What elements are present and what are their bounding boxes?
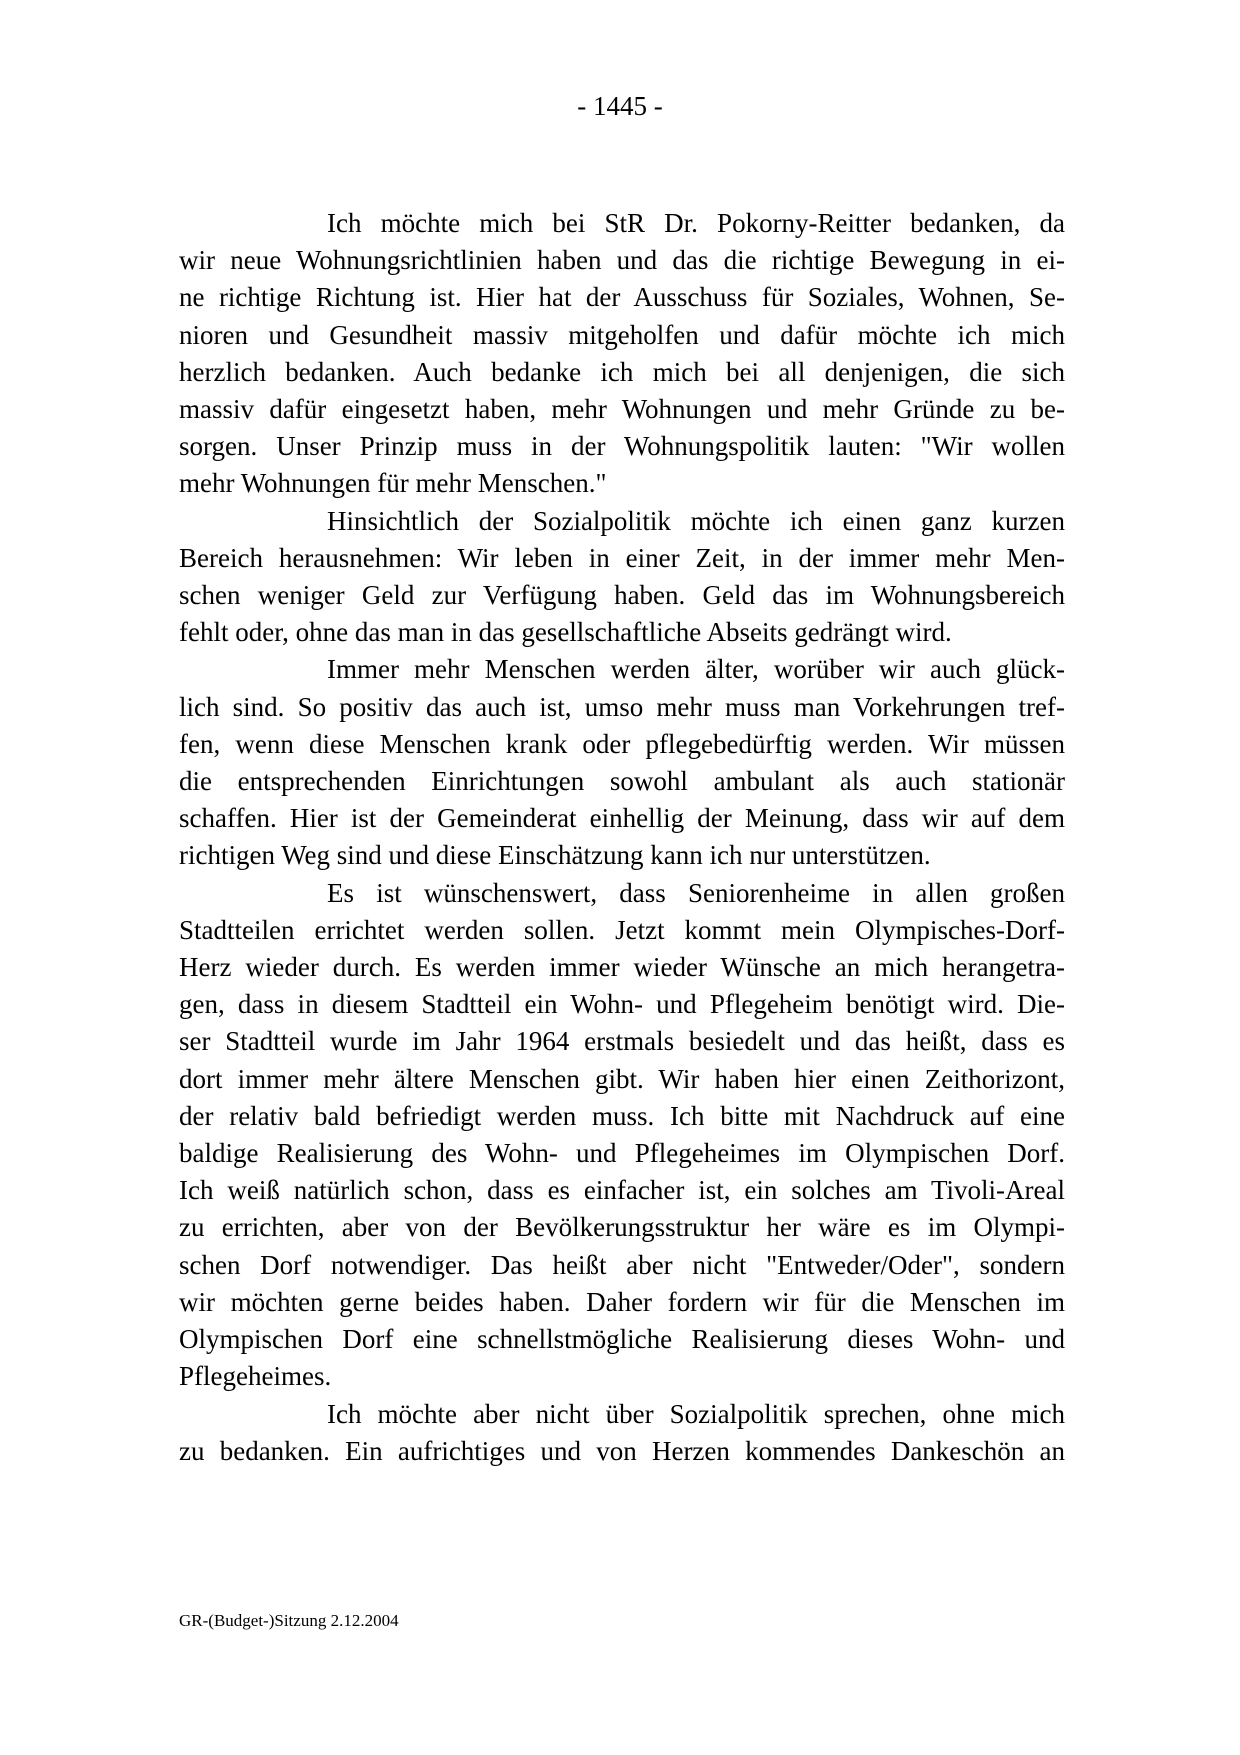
paragraph xyxy=(179,205,1065,503)
text-line: Ich möchte mich bei StR Dr. Pokorny-Reitter bedanken, da xyxy=(327,208,1065,238)
text-line: Immer mehr Menschen werden älter, worüber wir auch glück- xyxy=(327,654,1065,685)
text-line: Herz wieder durch. Es werden immer wieder Wünsche an mich herangetra- xyxy=(179,952,1065,983)
text-line: die entsprechenden Einrichtungen sowohl ambulant als auch stationär xyxy=(179,766,1065,797)
text-line: Hinsichtlich der Sozialpolitik möchte ich einen ganz kurzen xyxy=(327,505,1065,536)
text-line: Es ist wünschenswert, dass Seniorenheime in allen großen xyxy=(327,877,1065,908)
text-line: nioren und Gesundheit massiv mitgeholfen und dafür möchte ich mich xyxy=(179,319,1065,350)
text-line: dort immer mehr ältere Menschen gibt. Wir haben hier einen Zeithorizont, xyxy=(179,1063,1065,1094)
text-line: wir möchten gerne beides haben. Daher fordern wir für die Menschen im xyxy=(179,1286,1065,1317)
paragraph xyxy=(179,1396,1065,1470)
text-line: fen, wenn diese Menschen krank oder pflegebedürftig werden. Wir müssen xyxy=(179,728,1065,759)
text-line: wir neue Wohnungsrichtlinien haben und das die richtige Bewegung in ei- xyxy=(179,245,1065,276)
text-line: sorgen. Unser Prinzip muss in der Wohnungspolitik lauten: "Wir wollen xyxy=(179,431,1065,462)
paragraph xyxy=(179,503,1065,652)
text-line: Ich weiß natürlich schon, dass es einfacher ist, ein solches am Tivoli-Areal xyxy=(179,1175,1065,1206)
text-line: Olympischen Dorf eine schnellstmögliche Realisierung dieses Wohn- und xyxy=(179,1324,1065,1355)
text-line: baldige Realisierung des Wohn- und Pflegeheimes im Olympischen Dorf. xyxy=(179,1138,1065,1169)
text-line: schen weniger Geld zur Verfügung haben. Geld das im Wohnungsbereich xyxy=(179,580,1065,611)
text-line: mehr Wohnungen für mehr Menschen." xyxy=(179,468,607,499)
text-line: gen, dass in diesem Stadtteil ein Wohn- und Pflegeheim benötigt wird. Die- xyxy=(179,989,1065,1020)
text-line: ser Stadtteil wurde im Jahr 1964 erstmals besiedelt und das heißt, dass es xyxy=(179,1026,1065,1057)
text-line: der relativ bald befriedigt werden muss. Ich bitte mit Nachdruck auf eine xyxy=(179,1100,1065,1131)
page-number: - 1445 - xyxy=(577,91,663,121)
text-line: zu errichten, aber von der Bevölkerungsstruktur her wäre es im Olympi- xyxy=(179,1212,1065,1243)
text-line: Ich möchte aber nicht über Sozialpolitik sprechen, ohne mich xyxy=(327,1398,1065,1429)
text-line: Bereich herausnehmen: Wir leben in einer Zeit, in der immer mehr Men- xyxy=(179,542,1065,573)
text-line: Stadtteilen errichtet werden sollen. Jetzt kommt mein Olympisches-Dorf- xyxy=(179,914,1065,945)
paragraph xyxy=(179,651,1065,874)
paragraph xyxy=(179,875,1065,1396)
text-line: fehlt oder, ohne das man in das gesellschaftliche Abseits gedrängt wird. xyxy=(179,617,952,648)
text-line: richtigen Weg sind und diese Einschätzung kann ich nur unterstützen. xyxy=(179,840,931,871)
text-line: ne richtige Richtung ist. Hier hat der Ausschuss für Soziales, Wohnen, Se- xyxy=(179,282,1065,313)
text-line: zu bedanken. Ein aufrichtiges und von Herzen kommendes Dankeschön an xyxy=(179,1435,1065,1466)
document-body xyxy=(179,205,1065,1470)
text-line: schen Dorf notwendiger. Das heißt aber nicht "Entweder/Oder", sondern xyxy=(179,1249,1065,1280)
page-footer: GR-(Budget-)Sitzung 2.12.2004 xyxy=(179,1611,399,1630)
text-line: herzlich bedanken. Auch bedanke ich mich bei all denjenigen, die sich xyxy=(179,356,1065,387)
text-line: lich sind. So positiv das auch ist, umso mehr muss man Vorkehrungen tref- xyxy=(179,691,1065,722)
text-line: Pflegeheimes. xyxy=(179,1361,332,1392)
text-line: schaffen. Hier ist der Gemeinderat einhellig der Meinung, dass wir auf dem xyxy=(179,803,1065,834)
text-line: massiv dafür eingesetzt haben, mehr Wohnungen und mehr Gründe zu be- xyxy=(179,394,1065,425)
